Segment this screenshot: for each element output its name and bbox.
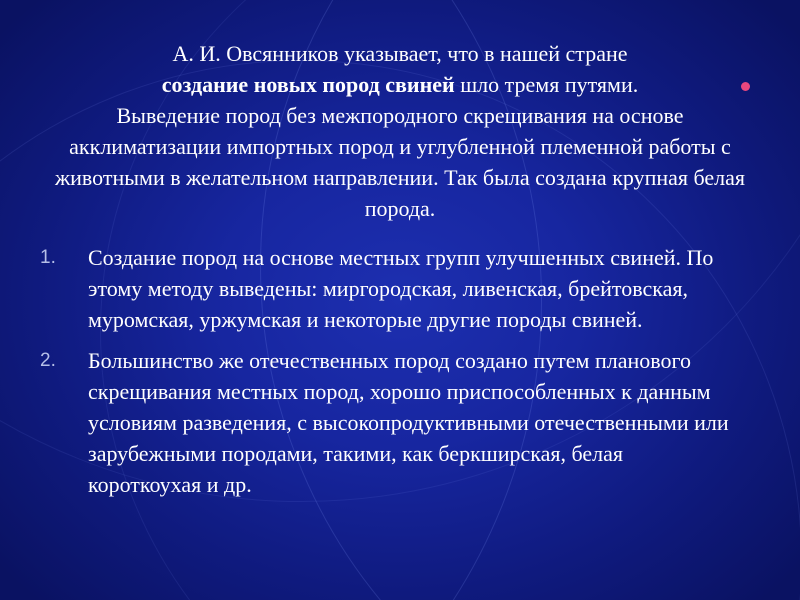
list-item: [40, 242, 740, 335]
numbered-list: [40, 242, 740, 510]
list-item: [40, 345, 740, 500]
lead-paragraph: [40, 38, 760, 224]
lead-line-1: А. И. Овсянников указывает, что в нашей стране: [172, 41, 628, 66]
list-item-number: 2.: [40, 350, 56, 371]
list-item-number: 1.: [40, 247, 56, 268]
list-item-text: Создание пород на основе местных групп улучшенных свиней. По этому методу выведены: миргородская, ливенская, брейтовская, муромская, уржумская и некоторые другие породы свиней.: [88, 245, 714, 332]
list-item-text: Большинство же отечественных пород создано путем планового скрещивания местных пород, хорошо приспособленных к данным условиям разведения, с высокопродуктивными отечественными или зарубежными породами, такими, как беркширская, белая короткоухая и др.: [88, 348, 729, 497]
lead-bold-phrase: создание новых пород свиней: [161, 72, 455, 97]
bullet-dot-icon: [741, 82, 750, 91]
lead-body-text: Выведение пород без межпородного скрещивания на основе акклиматизации импортных пород и углубленной племенной работы с животными в желательном направлении. Так была создана крупная белая порода.: [54, 103, 746, 221]
lead-line-2-rest: шло тремя путями.: [454, 72, 639, 97]
